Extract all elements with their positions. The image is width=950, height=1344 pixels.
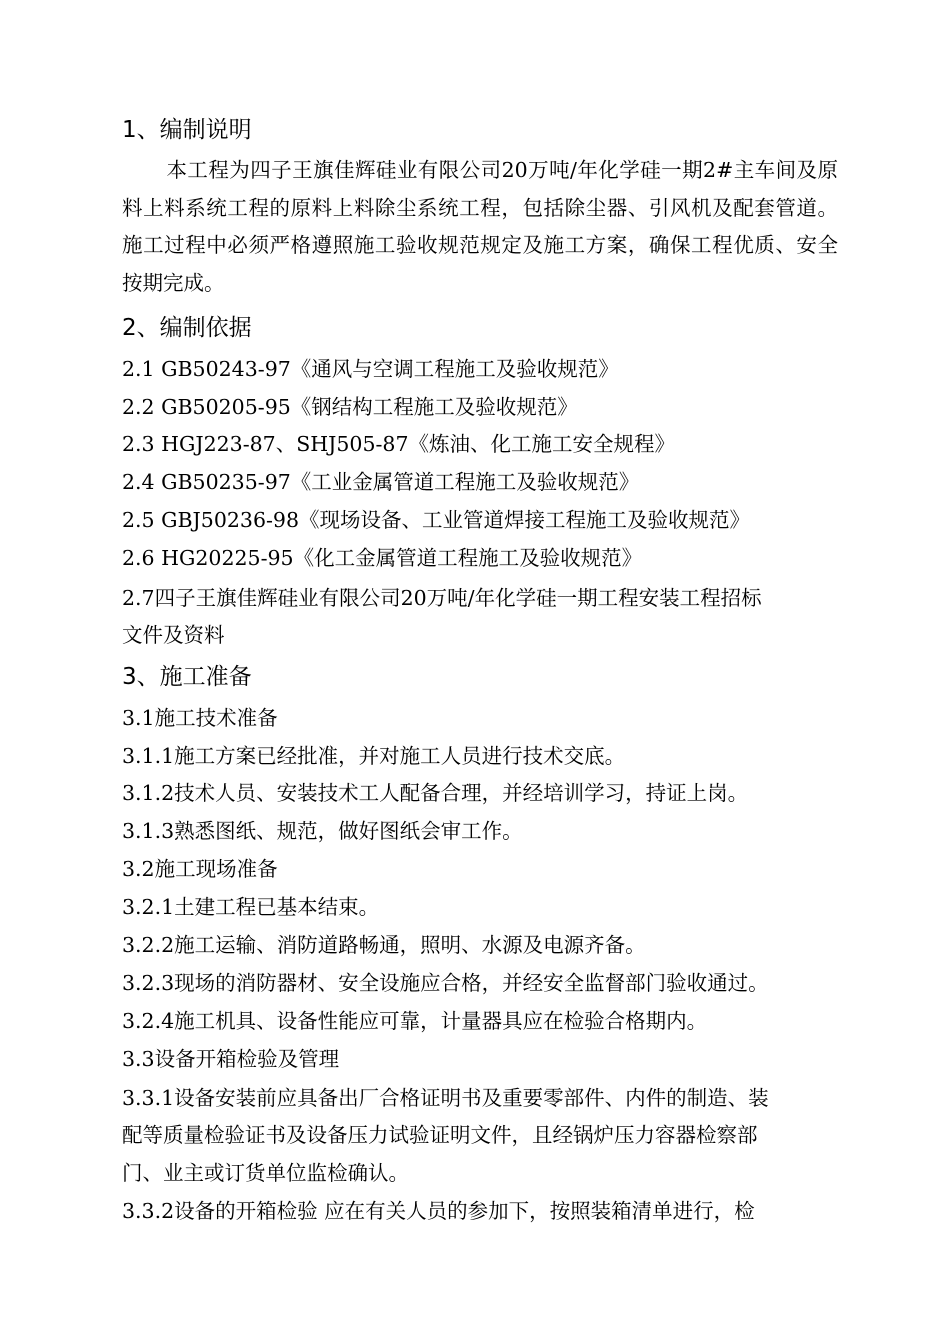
list-item: 3.3.1设备安装前应具备出厂合格证明书及重要零部件、内件的制造、装 bbox=[122, 1086, 769, 1110]
section-1-paragraph bbox=[122, 152, 838, 302]
section-heading-2: 2、编制依据 bbox=[122, 315, 252, 341]
list-item: 3.1.3熟悉图纸、规范，做好图纸会审工作。 bbox=[122, 819, 523, 843]
reference-item: 2.7四子王旗佳辉硅业有限公司20万吨/年化学硅一期工程安装工程招标 bbox=[122, 586, 762, 610]
subsection-title: 3.1施工技术准备 bbox=[122, 706, 278, 730]
reference-item: 2.3 HGJ223-87、SHJ505-87《炼油、化工施工安全规程》 bbox=[122, 432, 676, 456]
subsection-title: 3.2施工现场准备 bbox=[122, 857, 278, 881]
list-item-continuation: 门、业主或订货单位监检确认。 bbox=[122, 1161, 409, 1185]
reference-item: 2.5 GBJ50236-98《现场设备、工业管道焊接工程施工及验收规范》 bbox=[122, 508, 751, 532]
reference-item: 2.1 GB50243-97《通风与空调工程施工及验收规范》 bbox=[122, 357, 619, 381]
list-item: 3.2.3现场的消防器材、安全设施应合格，并经安全监督部门验收通过。 bbox=[122, 971, 769, 995]
list-item: 3.1.2技术人员、安装技术工人配备合理，并经培训学习，持证上岗。 bbox=[122, 781, 749, 805]
list-item: 3.1.1施工方案已经批准，并对施工人员进行技术交底。 bbox=[122, 744, 626, 768]
list-item: 3.3.2设备的开箱检验 应在有关人员的参加下，按照装箱清单进行，检 bbox=[122, 1199, 755, 1223]
section-1-paragraph-text: 本工程为四子王旗佳辉硅业有限公司20万吨/年化学硅一期2#主车间及原料上料系统工程的原料上料除尘系统工程，包括除尘器、引风机及配套管道。施工过程中必须严格遵照施工验收规范规定及施工方案，确保工程优质、安全按期完成。 bbox=[122, 158, 838, 295]
section-heading-3: 3、施工准备 bbox=[122, 664, 252, 690]
list-item: 3.2.2施工运输、消防道路畅通，照明、水源及电源齐备。 bbox=[122, 933, 646, 957]
reference-item-continuation: 文件及资料 bbox=[122, 623, 225, 647]
reference-item: 2.6 HG20225-95《化工金属管道工程施工及验收规范》 bbox=[122, 546, 643, 570]
section-heading-1: 1、编制说明 bbox=[122, 117, 252, 143]
reference-item: 2.2 GB50205-95《钢结构工程施工及验收规范》 bbox=[122, 395, 578, 419]
list-item: 3.2.4施工机具、设备性能应可靠，计量器具应在检验合格期内。 bbox=[122, 1009, 708, 1033]
subsection-title: 3.3设备开箱检验及管理 bbox=[122, 1047, 340, 1071]
list-item: 3.2.1土建工程已基本结束。 bbox=[122, 895, 380, 919]
list-item-continuation: 配等质量检验证书及设备压力试验证明文件，且经锅炉压力容器检察部 bbox=[122, 1123, 758, 1147]
reference-item: 2.4 GB50235-97《工业金属管道工程施工及验收规范》 bbox=[122, 470, 640, 494]
